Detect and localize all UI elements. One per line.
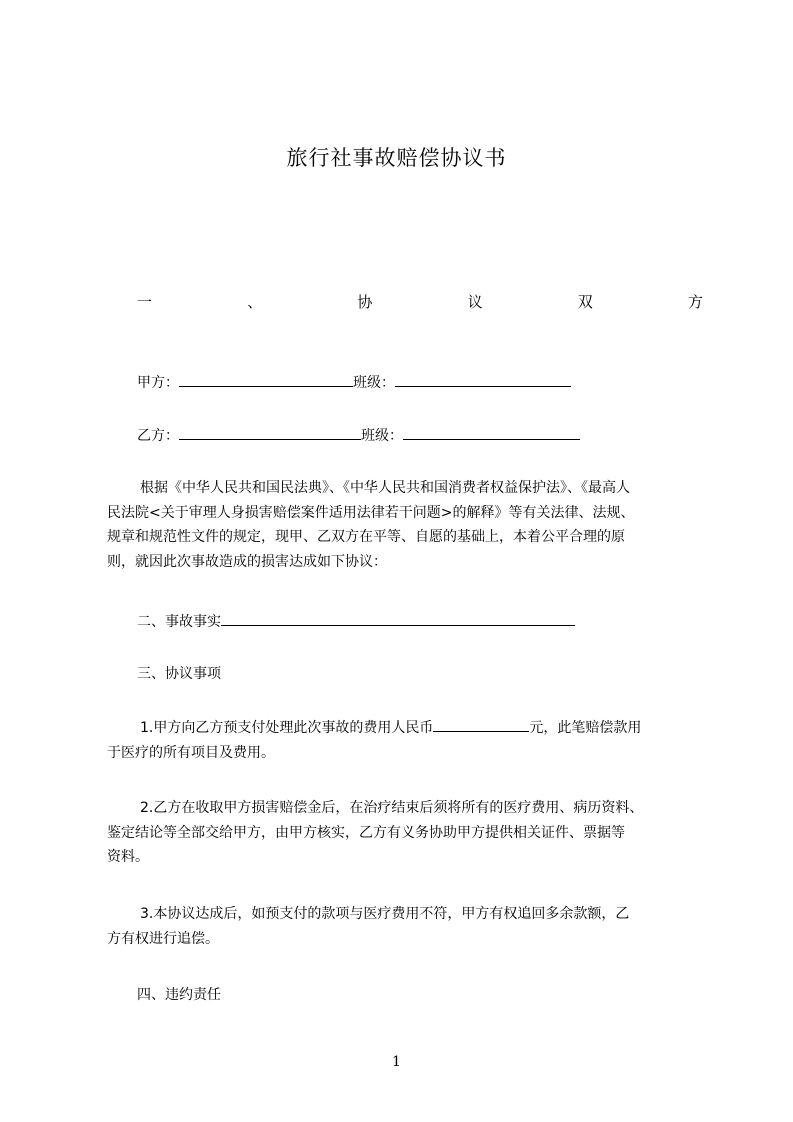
facts-blank[interactable] (221, 611, 575, 626)
item-3-paragraph (107, 902, 707, 951)
party-a-blank[interactable] (179, 372, 353, 387)
item-2-line: 鉴定结论等全部交给甲方，由甲方核实，乙方有义务协助甲方提供相关证件、票据等 (107, 824, 625, 841)
section-agreement-items: 三、协议事项 (137, 666, 221, 682)
party-b-line (137, 425, 580, 446)
heading-char: 一 (137, 293, 153, 311)
party-a-class-label: 班级： (353, 375, 395, 391)
item-1-line: 于医疗的所有项目及费用。 (107, 744, 275, 761)
heading-char: 双 (577, 293, 593, 311)
item-3-line: 方有权进行追偿。 (107, 930, 219, 947)
heading-char: 、 (247, 293, 263, 311)
party-b-class-label: 班级： (361, 428, 403, 444)
preamble-line: 则，就因此次事故造成的损害达成如下协议： (107, 553, 387, 570)
section-heading-parties (137, 291, 703, 312)
item-2-line: 2.乙方在收取甲方损害赔偿金后，在治疗结束后须将所有的医疗费用、病历资料、 (140, 800, 644, 816)
section-facts-label: 二、事故事实 (137, 614, 221, 630)
section-liability: 四、违约责任 (137, 987, 221, 1003)
party-a-class-blank[interactable] (395, 372, 571, 387)
document-title: 旅行社事故赔偿协议书 (286, 146, 507, 170)
amount-blank[interactable] (433, 717, 529, 732)
item-3-line: 3.本协议达成后，如预支付的款项与医疗费用不符，甲方有权追回多余款额，乙 (140, 906, 630, 922)
item-1-line (107, 716, 707, 741)
heading-char: 议 (467, 293, 483, 311)
section-facts (137, 611, 575, 632)
page-number: 1 (392, 1054, 401, 1070)
item-1-text: 1.甲方向乙方预支付处理此次事故的费用人民币 (140, 720, 434, 736)
party-a-line (137, 372, 571, 393)
party-b-blank[interactable] (179, 425, 361, 440)
item-2-paragraph (107, 796, 717, 870)
item-2-line: 资料。 (107, 849, 149, 865)
party-b-label: 乙方： (137, 428, 179, 444)
item-1-text-cont: 元，此笔赔偿款用 (529, 720, 642, 736)
heading-char: 方 (687, 293, 703, 311)
party-b-class-blank[interactable] (403, 425, 580, 440)
preamble-paragraph (107, 476, 707, 574)
heading-char: 协 (357, 293, 373, 311)
preamble-line: 民法院<关于审理人身损害赔偿案件适用法律若干问题>的解释》等有关法律、法规、 (107, 504, 635, 521)
preamble-line: 规章和规范性文件的规定，现甲、乙双方在平等、自愿的基础上，本着公平合理的原 (107, 529, 625, 545)
party-a-label: 甲方： (137, 375, 179, 391)
item-1-paragraph (107, 716, 707, 765)
preamble-line: 根据《中华人民共和国民法典》、《中华人民共和国消费者权益保护法》、《最高人 (140, 480, 630, 496)
